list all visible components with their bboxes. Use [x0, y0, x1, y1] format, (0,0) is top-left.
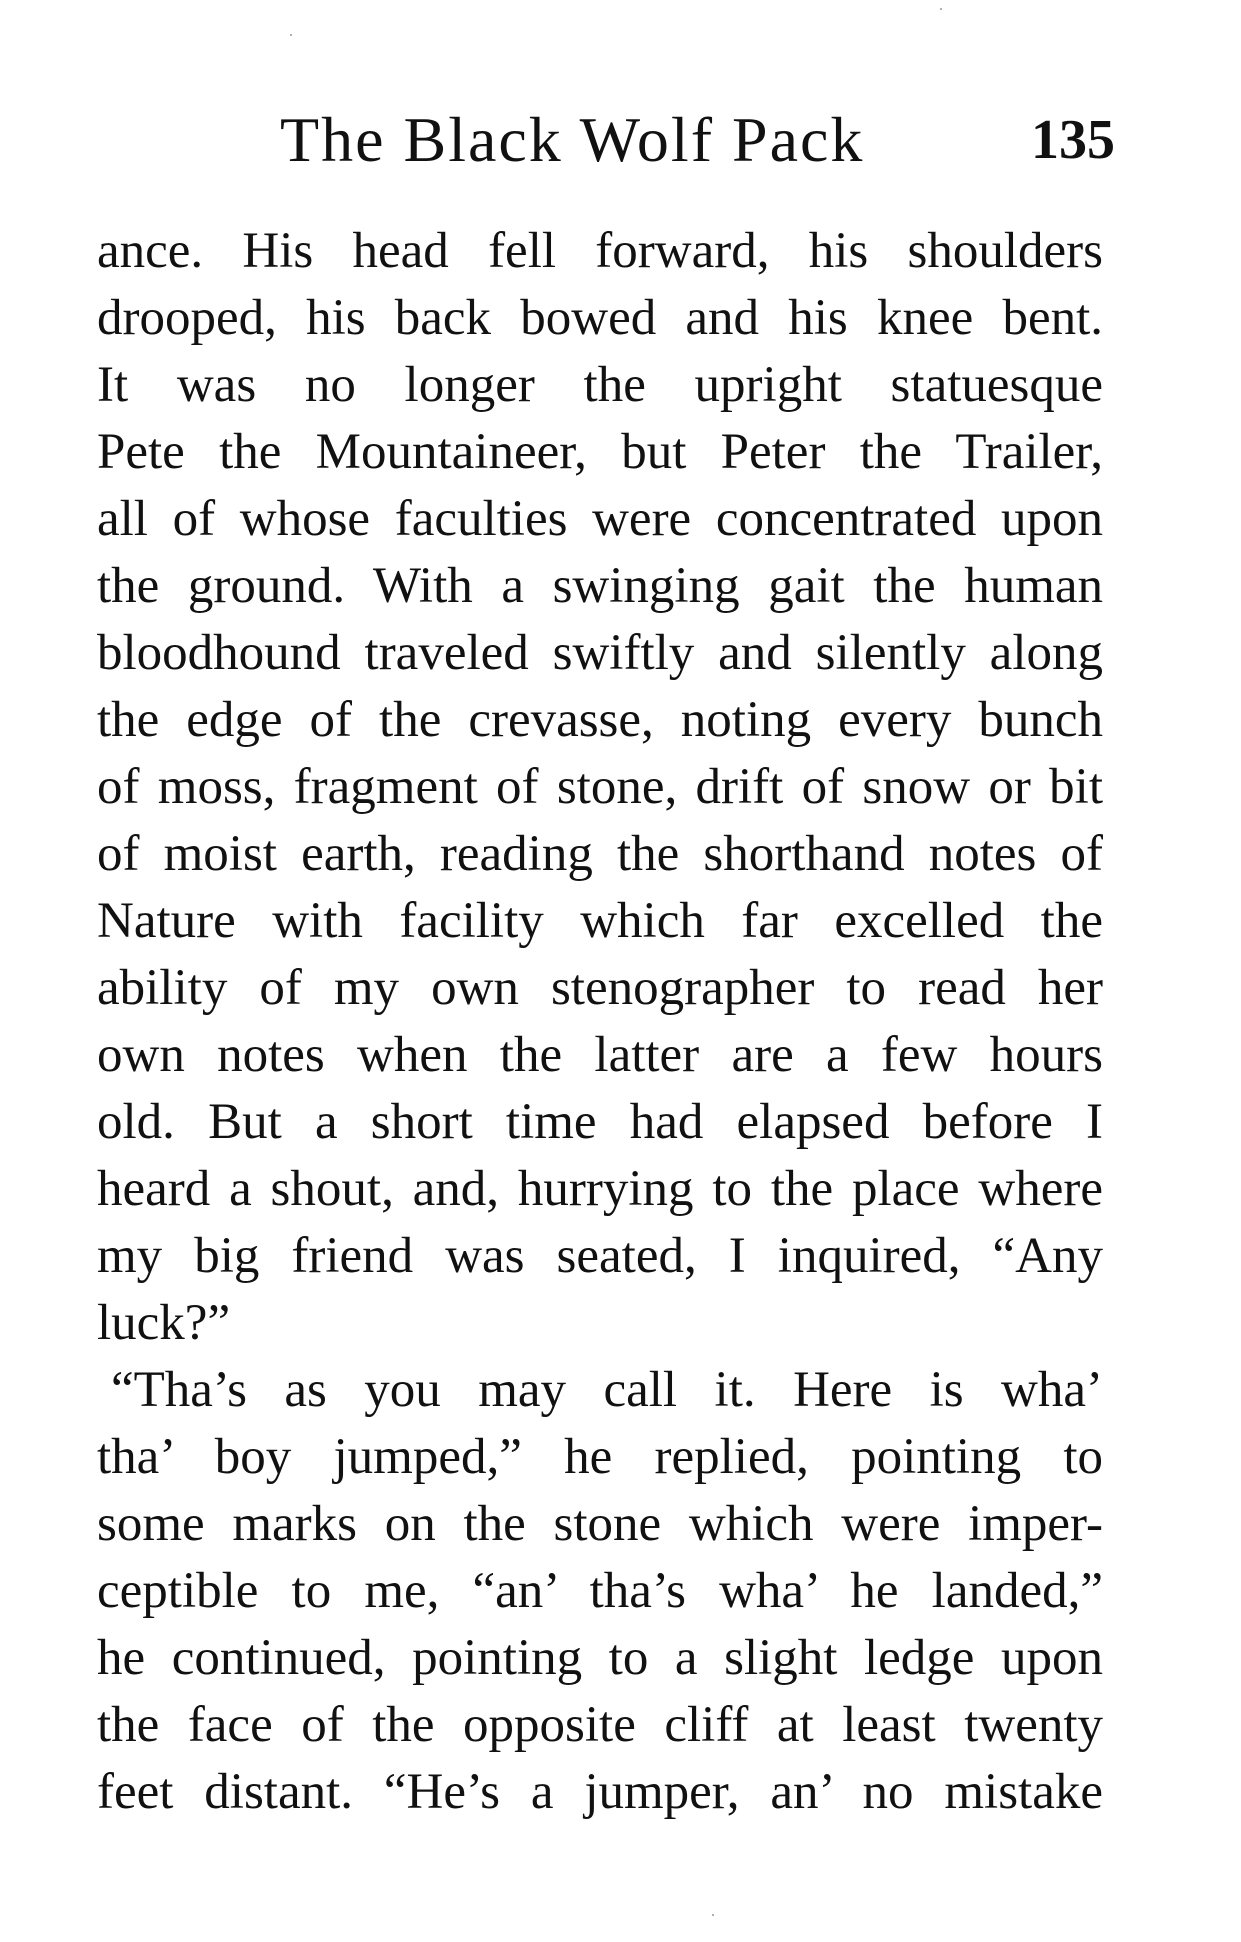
- text-line: Nature with facility which far excelled the: [97, 893, 1103, 949]
- text-line: my big friend was seated, I inquired, “Any: [97, 1228, 1103, 1284]
- running-title: The Black Wolf Pack: [280, 104, 865, 175]
- text-line: tha’ boy jumped,” he replied, pointing to: [97, 1429, 1103, 1485]
- text-line: of moist earth, reading the shorthand notes of: [97, 826, 1103, 882]
- text-line: own notes when the latter are a few hours: [97, 1027, 1103, 1083]
- scan-speck: [940, 8, 942, 10]
- text-line: drooped, his back bowed and his knee bent.: [97, 290, 1103, 346]
- text-line: the ground. With a swinging gait the human: [97, 558, 1103, 614]
- page-header: [280, 100, 1115, 180]
- scan-speck: [290, 34, 292, 36]
- paragraph-start-line: “Tha’s as you may call it. Here is wha’: [111, 1362, 1103, 1418]
- text-line: the edge of the crevasse, noting every bunch: [97, 692, 1103, 748]
- text-line: Pete the Mountaineer, but Peter the Trailer,: [97, 424, 1103, 480]
- text-line: ceptible to me, “an’ tha’s wha’ he landed,”: [97, 1563, 1103, 1619]
- text-line: ance. His head fell forward, his shoulders: [97, 223, 1103, 279]
- text-line: the face of the opposite cliff at least twenty: [97, 1697, 1103, 1753]
- scan-speck: [712, 1914, 714, 1916]
- text-line: he continued, pointing to a slight ledge upon: [97, 1630, 1103, 1686]
- text-line: old. But a short time had elapsed before I: [97, 1094, 1103, 1150]
- text-line: all of whose faculties were concentrated upon: [97, 491, 1103, 547]
- body-text: [97, 218, 1103, 1826]
- text-line: bloodhound traveled swiftly and silently along: [97, 625, 1103, 681]
- text-line: some marks on the stone which were imper-: [97, 1496, 1103, 1552]
- text-line: It was no longer the upright statuesque: [97, 357, 1103, 413]
- text-line: of moss, fragment of stone, drift of snow or bit: [97, 759, 1103, 815]
- text-line: ability of my own stenographer to read her: [97, 960, 1103, 1016]
- text-line: feet distant. “He’s a jumper, an’ no mistake: [97, 1764, 1103, 1820]
- text-line: heard a shout, and, hurrying to the place where: [97, 1161, 1103, 1217]
- page-number: 135: [1031, 109, 1115, 171]
- paragraph-end-line: luck?”: [97, 1295, 231, 1351]
